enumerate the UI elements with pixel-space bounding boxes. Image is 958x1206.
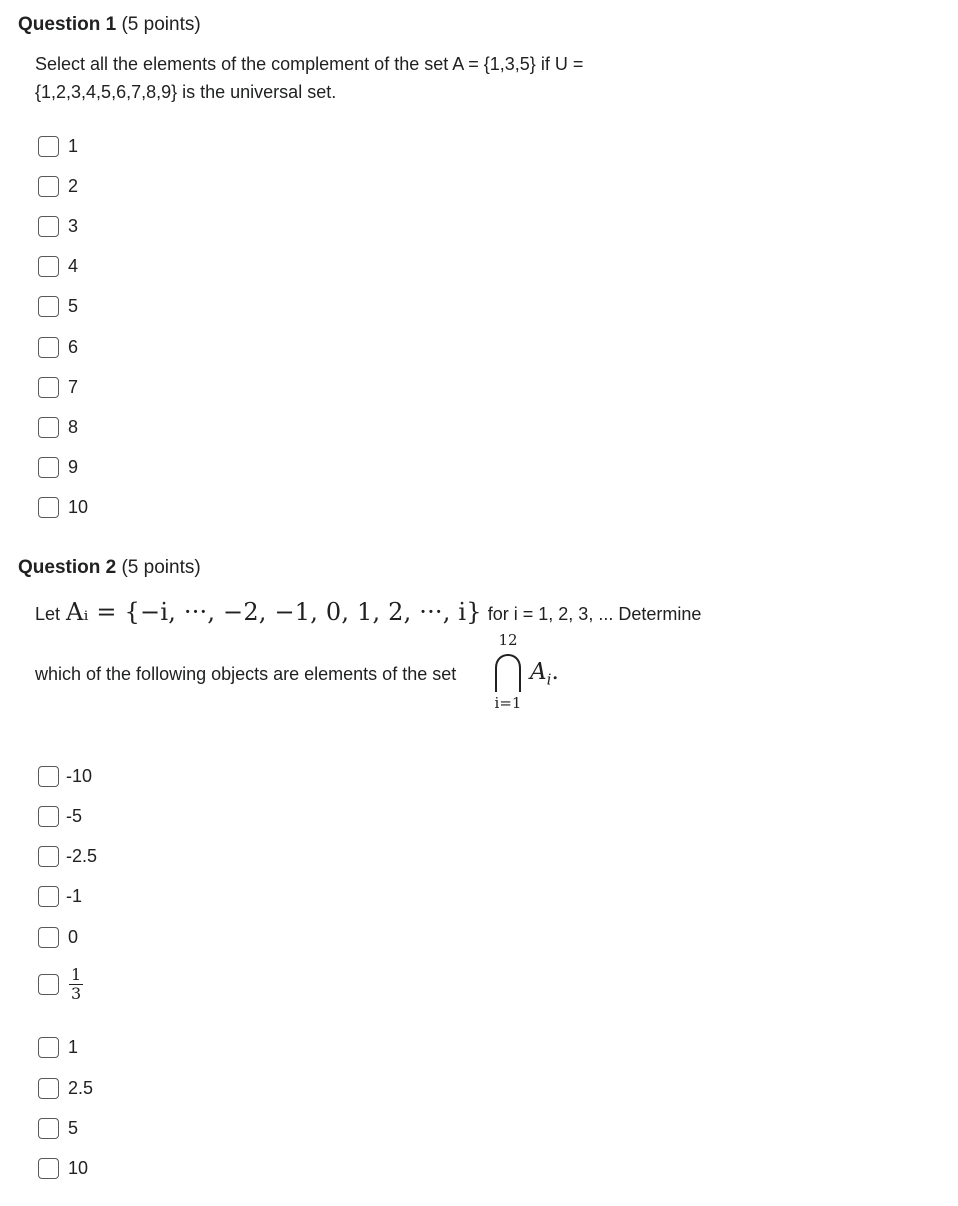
option-label: -1 xyxy=(66,886,83,906)
option-label: 8 xyxy=(68,417,79,437)
checkbox[interactable] xyxy=(38,1118,59,1139)
checkbox[interactable] xyxy=(38,846,59,867)
option-label: 1 xyxy=(68,1037,79,1057)
checkbox[interactable] xyxy=(38,136,59,157)
question-1-text-line-1: Select all the elements of the complement of the set A = {1,3,5} if U = xyxy=(35,54,584,74)
option-label: 0 xyxy=(68,927,79,947)
option-label: 5 xyxy=(68,296,79,316)
checkbox[interactable] xyxy=(38,296,59,317)
option-label: 9 xyxy=(68,457,79,477)
question-1-points: (5 points) xyxy=(121,14,201,35)
operand-period: . xyxy=(551,659,559,685)
checkbox[interactable] xyxy=(38,927,59,948)
question-2-title: Question 2 xyxy=(18,557,117,578)
q1-option-3[interactable] xyxy=(38,213,78,239)
q1-option-9[interactable] xyxy=(38,454,78,480)
question-1-heading xyxy=(18,13,201,37)
option-label: 10 xyxy=(68,1158,89,1178)
q1-option-10[interactable] xyxy=(38,494,88,520)
option-label: -10 xyxy=(66,766,93,786)
set-definition-math: Aᵢ = {−i, ···, −2, −1, 0, 1, 2, ···, i} xyxy=(66,598,482,626)
option-label: 10 xyxy=(68,497,89,517)
option-label: 6 xyxy=(68,337,79,357)
checkbox[interactable] xyxy=(38,806,59,827)
fraction-denominator: 3 xyxy=(71,983,82,1003)
q1-option-7[interactable] xyxy=(38,374,78,400)
q2-option-neg10[interactable] xyxy=(38,763,92,789)
checkbox[interactable] xyxy=(38,176,59,197)
q2-option-one-third[interactable] xyxy=(38,964,83,1004)
option-label: 4 xyxy=(68,256,79,276)
q2-option-5[interactable] xyxy=(38,1115,78,1141)
big-intersection-icon xyxy=(493,654,523,692)
checkbox[interactable] xyxy=(38,1037,59,1058)
q2-option-neg2-5[interactable] xyxy=(38,843,97,869)
q2-option-1[interactable] xyxy=(38,1034,78,1060)
q1-option-4[interactable] xyxy=(38,253,78,279)
question-2-points: (5 points) xyxy=(121,557,201,578)
q1-option-6[interactable] xyxy=(38,334,78,360)
question-1-text-line-2: {1,2,3,4,5,6,7,8,9} is the universal set. xyxy=(35,82,337,102)
q2-option-neg5[interactable] xyxy=(38,803,82,829)
q1-option-2[interactable] xyxy=(38,173,78,199)
question-2-heading xyxy=(18,556,201,580)
for-text: for i = 1, 2, 3, ... Determine xyxy=(487,604,702,624)
question-2-text-line-2: which of the following objects are elements of the set xyxy=(35,664,457,684)
let-text: Let xyxy=(35,604,61,624)
intersection-upper-limit: 12 xyxy=(498,631,518,649)
checkbox[interactable] xyxy=(38,1078,59,1099)
intersection-operand xyxy=(530,656,559,696)
checkbox[interactable] xyxy=(38,337,59,358)
checkbox[interactable] xyxy=(38,886,59,907)
q1-option-8[interactable] xyxy=(38,414,78,440)
option-label: 3 xyxy=(68,216,79,236)
intersection-operator xyxy=(490,630,526,714)
option-label: 5 xyxy=(68,1118,79,1138)
option-label: 1 xyxy=(68,136,79,156)
checkbox[interactable] xyxy=(38,457,59,478)
question-2-text-line-1 xyxy=(35,598,701,638)
operand-subscript: i xyxy=(546,670,552,689)
option-label: 2.5 xyxy=(68,1078,94,1098)
q2-option-2-5[interactable] xyxy=(38,1075,93,1101)
checkbox[interactable] xyxy=(38,256,59,277)
q1-option-1[interactable] xyxy=(38,133,78,159)
checkbox[interactable] xyxy=(38,417,59,438)
q2-option-neg1[interactable] xyxy=(38,883,82,909)
checkbox[interactable] xyxy=(38,1158,59,1179)
operand-symbol: A xyxy=(530,659,547,685)
intersection-lower-limit: i=1 xyxy=(494,694,522,712)
checkbox[interactable] xyxy=(38,497,59,518)
checkbox[interactable] xyxy=(38,216,59,237)
checkbox[interactable] xyxy=(38,974,59,995)
checkbox[interactable] xyxy=(38,766,59,787)
question-1-title: Question 1 xyxy=(18,14,117,35)
question-1-text xyxy=(35,50,583,106)
option-label: -5 xyxy=(66,806,83,826)
fraction-numerator: 1 xyxy=(71,964,82,984)
option-label: 2 xyxy=(68,176,79,196)
fraction-one-third xyxy=(69,966,83,1003)
q1-option-5[interactable] xyxy=(38,293,78,319)
option-label: -2.5 xyxy=(66,846,98,866)
q2-option-0[interactable] xyxy=(38,924,78,950)
q2-option-10[interactable] xyxy=(38,1155,88,1181)
checkbox[interactable] xyxy=(38,377,59,398)
option-label: 7 xyxy=(68,377,79,397)
